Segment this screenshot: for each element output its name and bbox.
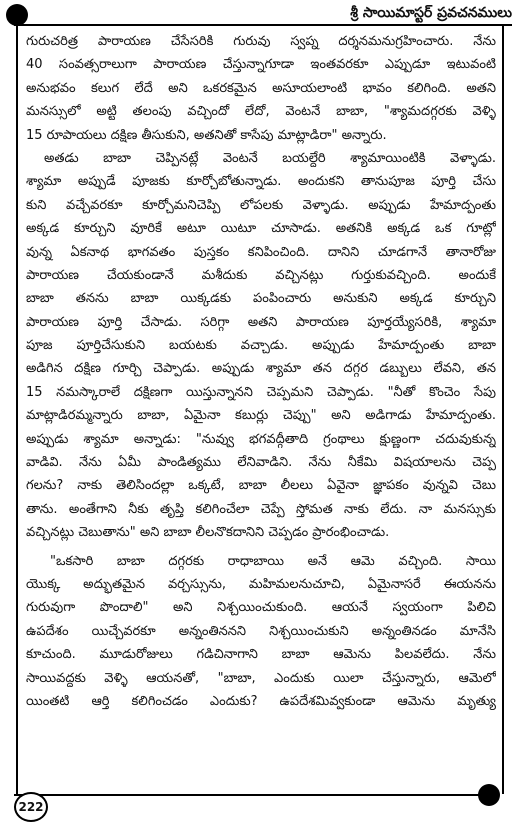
text-line: సాయివద్దకు వెళ్ళి ఆయనతో, "బాబా, ఎందుకు యిలా చేస్తున్నారు, ఆమెలో	[26, 670, 496, 686]
text-line: బాబా తనను బాబా యిక్కడకు పంపించారు అనుకుని అక్కడ కూర్చుని	[26, 291, 496, 307]
left-border	[16, 24, 18, 794]
text-line: కుని వచ్చేవరకూ కూర్చోమనిచెప్పి లోపలకు వెళ్ళాడు. అప్పుడు హేమాద్పంతు	[26, 197, 496, 213]
running-header: శ్రీ సాయిమాస్టర్ ప్రవచనములు	[350, 5, 512, 21]
text-line: అక్కడ కూర్చుని వూరికే అటూ యిటూ చూసాడు. అతనికి అక్కడ ఒక గూట్లో	[26, 221, 496, 237]
text-line: యొక్క అద్భుతమైన వర్చస్సును, మహిమలనుచూచి, ఏమైనాసరే ఈయనను	[26, 576, 496, 592]
text-line: "ఒకసారి బాబా దగ్గరకు రాధాబాయి అనే ఆమె వచ్చింది. సాయి	[50, 553, 496, 569]
text-line: మాట్లాడిరమ్మన్నారు బాబా, ఏమైనా కబుర్లు చెప్పు" అని అడిగాడు హేమాద్పంతు.	[26, 408, 496, 424]
text-line: గలను? నాకు తెలిసిందల్లా ఒక్కటే, బాబా లీలలు ఏవైనా జ్ఞాపకం వున్నవి చెబు	[26, 478, 496, 494]
body-text	[26, 30, 496, 713]
text-line: 15 రూపాయలు దక్షిణ తీసుకుని, అతనితో కాసేపు మాట్లాడిరా" అన్నారు.	[26, 127, 387, 143]
header-rule	[14, 24, 512, 26]
text-line: ఉపదేశం యిచ్చేవరకూ అన్నంతిననని నిశ్చయించుకుని అన్నంతినడం మానేసి	[26, 623, 496, 639]
text-line: 40 సంవత్సరాలుగా పారాయణ చేస్తున్నాగూడా ఇంతవరకూ ఎప్పుడూ ఇటువంటి	[26, 57, 496, 73]
page-number: 222	[14, 792, 48, 822]
text-line: అడిగిన దక్షిణ గూర్చి చెప్పాడు. అప్పుడు శ్యామా తన దగ్గర డబ్బులు లేవని, తన	[26, 361, 496, 377]
corner-dot-icon	[6, 4, 28, 26]
text-line: అతడు బాబా చెప్పినట్లే వెంటనే బయల్దేరి శ్యామాయింటికి వెళ్ళాడు.	[44, 150, 496, 166]
text-line: 15 నమస్కారాలే దక్షిణగా యిస్తున్నానని చెప్పమని చెప్పాడు. "నీతో కొంచెం సేపు	[26, 384, 496, 400]
text-line: యింతటి ఆర్తి కలిగించడం ఎందుకు? ఉపదేశమివ్వకుండా ఆమెను మృత్యు	[26, 693, 496, 709]
text-line: వాడివి. నేను ఏమీ పాండిత్యము లేనివాడిని. నేను నీకేమి విషయాలను చెప్ప	[26, 455, 496, 471]
text-line: అనుభవం కలుగ లేదే అని ఒకరకమైన అసూయలాంటి భావం కలిగింది. అతని	[26, 80, 496, 96]
text-line: కూచుంది. మూడురోజులు గడిచినాగాని బాబా ఆమెను పిలవలేదు. నేను	[26, 647, 496, 663]
text-line: గురువుగా పొందాలి" అని నిశ్చయించుకుంది. ఆయనే స్వయంగా పిలిచి	[26, 600, 496, 616]
text-line: పూజ పూర్తిచేసుకుని బయటకు వచ్చాడు. అప్పుడు హేమాద్పంతు బాబా	[26, 338, 496, 354]
text-line: గురుచరిత్ర పారాయణ చేసేసరికి గురువు స్వప్న దర్శనమనుగ్రహించారు. నేను	[26, 34, 496, 49]
text-line: మనస్సులో అట్టి తలంపు వచ్చిందో లేదో, వెంటనే బాబా, "శ్యామదగ్గరకు వెళ్ళి	[26, 104, 496, 120]
text-line: పారాయణ చేయకుండానే మశీదుకు వచ్చినట్లు గుర్తుకువచ్చింది. అందుకే	[26, 267, 496, 283]
text-line: శ్యామా అప్పుడే పూజకు కూర్చోబోతున్నాడు. అందుకని తానుపూజ పూర్తి చేసు	[26, 174, 496, 190]
right-border	[502, 24, 504, 794]
corner-dot-icon	[478, 784, 500, 806]
text-line: తాను. అంతేగాని నీకు తృప్తి కలిగించేలా చెప్పే స్తోమత నాకు లేదు. నా మనస్సుకు	[26, 501, 496, 517]
text-line: అప్పుడు శ్యామా అన్నాడు: "నువ్వు భగవద్గీతాది గ్రంథాలు క్షుణ్ణంగా చదువుకున్న	[26, 431, 496, 447]
text-line: వున్న ఏకనాథ భాగవతం పుస్తకం కనిపించింది. దానిని చూడగానే తానారోజు	[26, 244, 496, 260]
text-line: పారాయణ పూర్తి చేసాడు. సరిగ్గా అతని పారాయణ పూర్తయ్యేసరికి, శ్యామా	[26, 314, 496, 330]
text-line: వచ్చినట్లు చెబుతాను" అని బాబా లీలనొకదానిని చెప్పడం ప్రారంభించాడు.	[26, 525, 390, 541]
footer-rule	[14, 794, 484, 796]
